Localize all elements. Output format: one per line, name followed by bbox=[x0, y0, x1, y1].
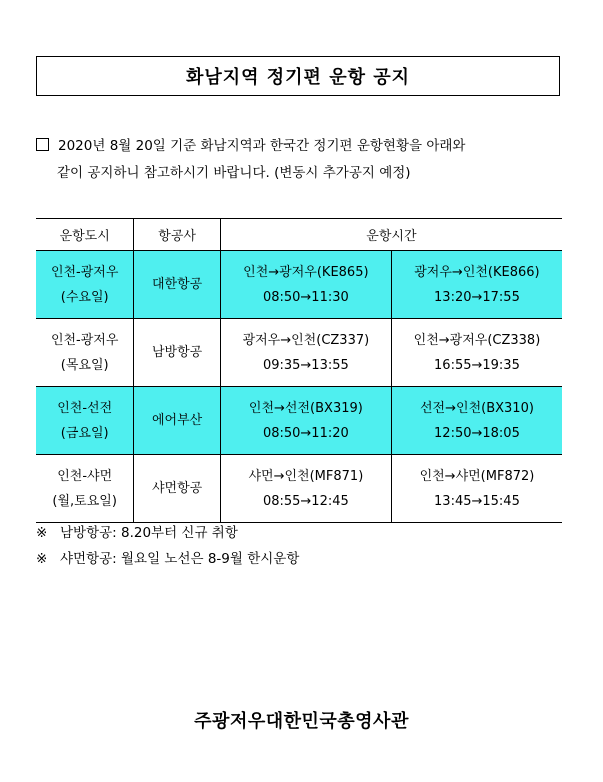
title-text: 화남지역 정기편 운항 공지 bbox=[185, 67, 411, 88]
airline-cell: 남방항공 bbox=[134, 319, 220, 387]
inbound-cell bbox=[391, 319, 562, 387]
checkbox-square-icon bbox=[36, 138, 49, 151]
notice-line-2: 같이 공지하니 참고하시기 바랍니다. (변동시 추가공지 예정) bbox=[57, 165, 411, 181]
outbound-time: 08:55→12:45 bbox=[262, 493, 349, 509]
outbound-cell bbox=[220, 251, 391, 319]
inbound-route: 선전→인천(BX310) bbox=[420, 400, 534, 416]
note-item bbox=[36, 521, 238, 541]
table-row bbox=[36, 319, 562, 387]
table-row bbox=[36, 455, 562, 523]
city-cell bbox=[36, 319, 134, 387]
outbound-time: 08:50→11:30 bbox=[262, 289, 349, 305]
city-name: 인천-샤먼 bbox=[57, 468, 113, 484]
notice-paragraph bbox=[36, 133, 566, 187]
city-day: (월,토요일) bbox=[52, 493, 117, 509]
note-item bbox=[36, 547, 299, 567]
city-day: (금요일) bbox=[60, 425, 109, 441]
city-name: 인천-선전 bbox=[57, 400, 113, 416]
city-cell bbox=[36, 251, 134, 319]
outbound-route: 인천→광저우(KE865) bbox=[243, 264, 369, 280]
outbound-route: 광저우→인천(CZ337) bbox=[242, 332, 370, 348]
header-time: 운항시간 bbox=[220, 219, 562, 251]
outbound-cell bbox=[220, 319, 391, 387]
inbound-cell bbox=[391, 251, 562, 319]
flight-schedule-table bbox=[36, 218, 562, 523]
inbound-time: 13:20→17:55 bbox=[434, 289, 520, 305]
inbound-cell bbox=[391, 387, 562, 455]
inbound-route: 인천→샤먼(MF872) bbox=[419, 468, 535, 484]
consulate-name: 주광저우대한민국총영사관 bbox=[194, 711, 409, 732]
inbound-time: 13:45→15:45 bbox=[434, 493, 520, 509]
outbound-route: 인천→선전(BX319) bbox=[248, 400, 363, 416]
table-row bbox=[36, 251, 562, 319]
city-cell bbox=[36, 387, 134, 455]
inbound-time: 12:50→18:05 bbox=[434, 425, 520, 441]
reference-mark-icon: ※ bbox=[36, 551, 48, 567]
city-day: (목요일) bbox=[60, 357, 109, 373]
inbound-route: 광저우→인천(KE866) bbox=[414, 264, 540, 280]
table-header-row bbox=[36, 219, 562, 251]
note-text: 샤먼항공: 월요일 노선은 8-9월 한시운항 bbox=[60, 551, 300, 567]
city-name: 인천-광저우 bbox=[50, 264, 119, 280]
header-airline: 항공사 bbox=[134, 219, 220, 251]
table-row bbox=[36, 387, 562, 455]
note-text: 남방항공: 8.20부터 신규 취항 bbox=[60, 525, 238, 541]
inbound-time: 16:55→19:35 bbox=[434, 357, 520, 373]
city-day: (수요일) bbox=[60, 289, 109, 305]
reference-mark-icon: ※ bbox=[36, 525, 48, 541]
outbound-time: 09:35→13:55 bbox=[262, 357, 349, 373]
city-name: 인천-광저우 bbox=[50, 332, 119, 348]
inbound-cell bbox=[391, 455, 562, 523]
notice-line-1: 2020년 8월 20일 기준 화남지역과 한국간 정기편 운항현황을 아래와 bbox=[58, 138, 466, 154]
airline-cell: 샤먼항공 bbox=[134, 455, 220, 523]
airline-cell: 대한항공 bbox=[134, 251, 220, 319]
outbound-cell bbox=[220, 455, 391, 523]
outbound-cell bbox=[220, 387, 391, 455]
city-cell bbox=[36, 455, 134, 523]
inbound-route: 인천→광저우(CZ338) bbox=[413, 332, 541, 348]
outbound-time: 08:50→11:20 bbox=[262, 425, 349, 441]
header-city: 운항도시 bbox=[36, 219, 134, 251]
outbound-route: 샤먼→인천(MF871) bbox=[248, 468, 364, 484]
notice-title bbox=[36, 56, 560, 96]
airline-cell: 에어부산 bbox=[134, 387, 220, 455]
